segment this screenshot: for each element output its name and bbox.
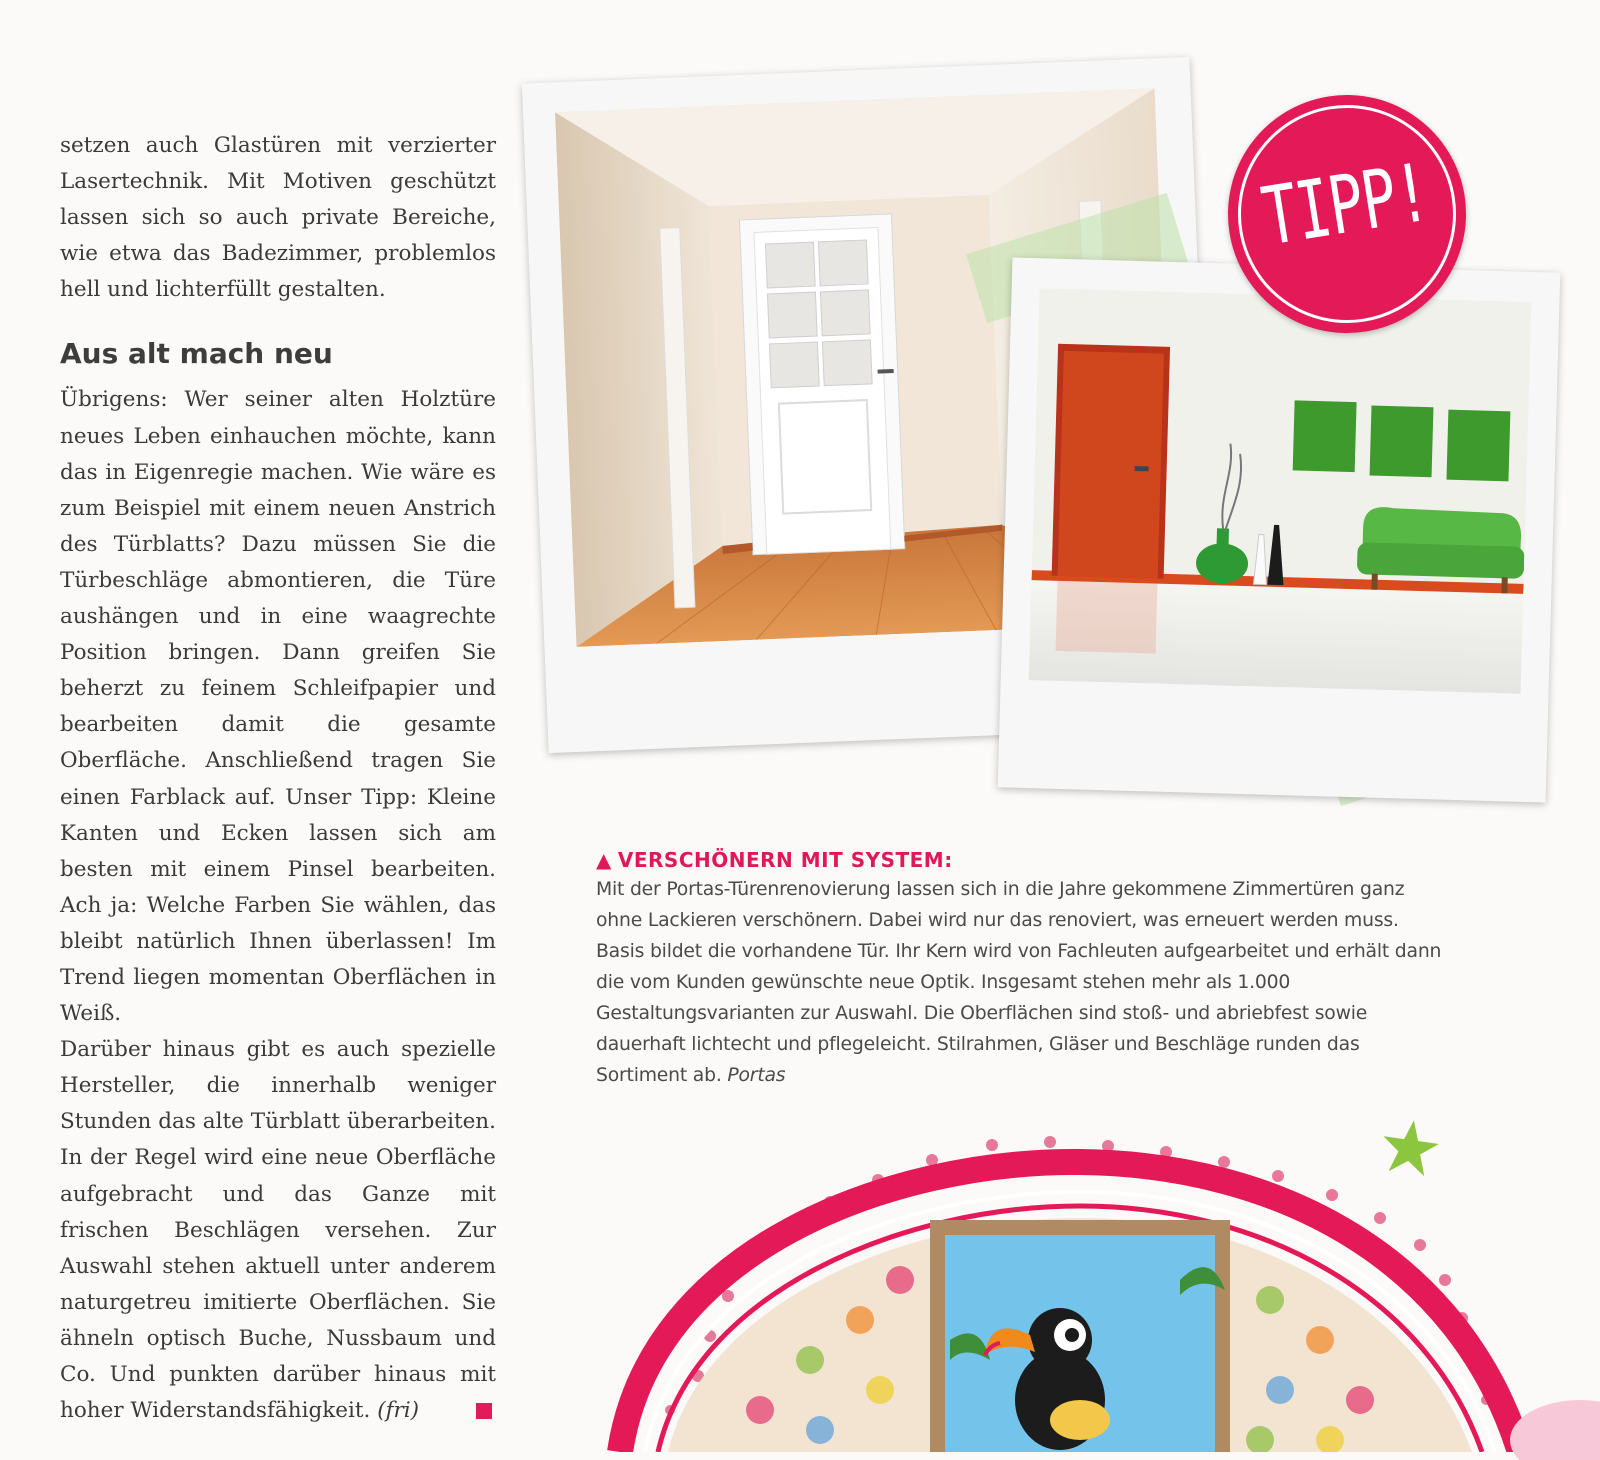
body-paragraph-2-text: Darüber hinaus gibt es auch spezielle Hersteller, die innerhalb weniger Stunden das alte Türblatt überarbeiten. In der Regel wird eine neue Oberfläche aufgebracht und das Ganze mit frischen Beschlägen versehen. Zur Auswahl stehen aktuell unter anderem naturgetreu imitierte Oberflächen. Sie ähneln optisch Buche, Nussbaum und Co. Und punkten darüber hinaus mit hoher Widerstandsfähigkeit. (60, 1037, 496, 1424)
caption-source: Portas (727, 1065, 786, 1086)
caption-heading (596, 846, 1446, 874)
living-room-photo (1029, 288, 1532, 694)
body-paragraph-1: Übrigens: Wer seiner alten Holztüre neues Leben einhauchen möchte, kann das in Eigenregie machen. Wie wäre es zum Beispiel mit einem neuen Anstrich des Türblatts? Dazu müssen Sie die Türbeschläge abmontieren, die Türe aushängen und in eine waagrechte Position bringen. Dann greifen Sie beherzt zu feinem Schleifpapier und bearbeiten damit die gesamte Oberfläche. Anschließend tragen Sie einen Farblack auf. Unser Tipp: Kleine Kanten und Ecken lassen sich am besten mit einem Pinsel bearbeiten. Ach ja: Welche Farben Sie wählen, das bleibt natürlich Ihnen überlassen! Im Trend liegen momentan Oberflächen in Weiß. (60, 387, 496, 1027)
star-icon (1380, 1118, 1440, 1178)
caption-body-text: Mit der Portas-Türenrenovierung lassen sich in die Jahre gekommene Zimmertüren ganz ohne Lackieren verschönern. Dabei wird nur das renoviert, was erneuert werden muss. Basis bildet die vorhandene Tür. Ihr Kern wird von Fachleuten aufgearbeitet und erhält dann die vom Kunden gewünschte neue Optik. Insgesamt stehen mehr als 1.000 Gestaltungsvarianten zur Auswahl. Die Oberflächen sind stoß- und abriebfest sowie dauerhaft lichtecht und pflegeleicht. Stilrahmen, Gläser und Beschläge runden das Sortiment ab. (596, 879, 1442, 1086)
body-paragraph-2 (60, 1032, 496, 1429)
living-room-illustration (1029, 288, 1532, 694)
intro-paragraph: setzen auch Glastüren mit verzierter Lasertechnik. Mit Motiven geschützt lassen sich so auch private Bereiche, wie etwa das Badezimmer, problemlos hell und lichterfüllt gestalten. (60, 133, 496, 303)
photo-frame-living-room (998, 257, 1561, 802)
author-credit: (fri) (377, 1398, 420, 1424)
section-heading: Aus alt mach neu (60, 337, 333, 371)
article-column (60, 128, 496, 1429)
photo-caption (596, 846, 1446, 1091)
caption-body (596, 874, 1446, 1091)
triangle-up-icon: ▲ (596, 848, 612, 872)
caption-heading-text: VERSCHÖNERN MIT SYSTEM: (617, 848, 953, 872)
kids-room-graphic (560, 1100, 1600, 1452)
kids-room-illustration (560, 1100, 1600, 1452)
pink-blob-decoration (1500, 1380, 1600, 1460)
tipp-badge-text: TIPP! (1256, 145, 1435, 264)
end-of-article-mark (476, 1403, 492, 1419)
